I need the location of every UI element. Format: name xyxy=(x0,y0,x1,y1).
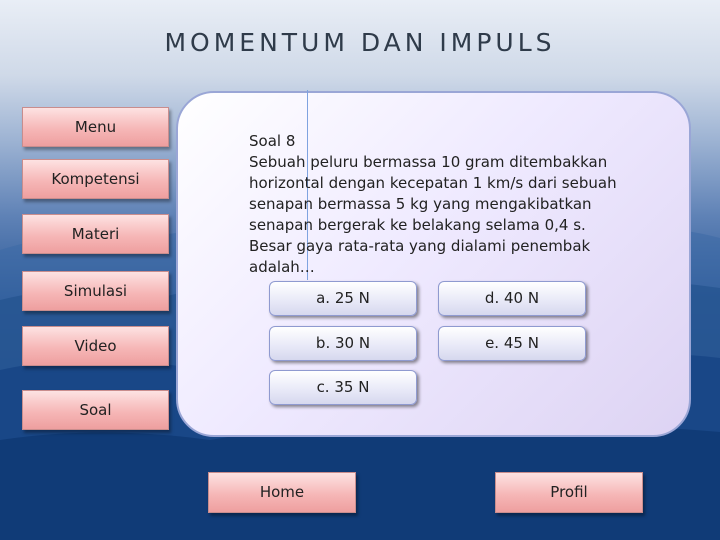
nav-menu-button[interactable]: Menu xyxy=(22,107,169,147)
profil-button[interactable]: Profil xyxy=(495,472,643,513)
question-line: Besar gaya rata-rata yang dialami penembak xyxy=(249,237,591,255)
option-a-button[interactable]: a. 25 N xyxy=(269,281,417,316)
question-text xyxy=(249,131,629,278)
question-line: horizontal dengan kecepatan 1 km/s dari sebuah xyxy=(249,174,617,192)
home-button[interactable]: Home xyxy=(208,472,356,513)
nav-kompetensi-button[interactable]: Kompetensi xyxy=(22,159,169,199)
question-heading: Soal 8 xyxy=(249,132,296,150)
option-c-button[interactable]: c. 35 N xyxy=(269,370,417,405)
nav-materi-button[interactable]: Materi xyxy=(22,214,169,254)
nav-soal-button[interactable]: Soal xyxy=(22,390,169,430)
question-line: senapan bergerak ke belakang selama 0,4 s. xyxy=(249,216,586,234)
option-b-button[interactable]: b. 30 N xyxy=(269,326,417,361)
question-line: adalah… xyxy=(249,258,315,276)
option-e-button[interactable]: e. 45 N xyxy=(438,326,586,361)
option-d-button[interactable]: d. 40 N xyxy=(438,281,586,316)
page-title: MOMENTUM DAN IMPULS xyxy=(164,28,556,57)
nav-video-button[interactable]: Video xyxy=(22,326,169,366)
question-line: Sebuah peluru bermassa 10 gram ditembakkan xyxy=(249,153,608,171)
nav-simulasi-button[interactable]: Simulasi xyxy=(22,271,169,311)
question-line: senapan bermassa 5 kg yang mengakibatkan xyxy=(249,195,592,213)
